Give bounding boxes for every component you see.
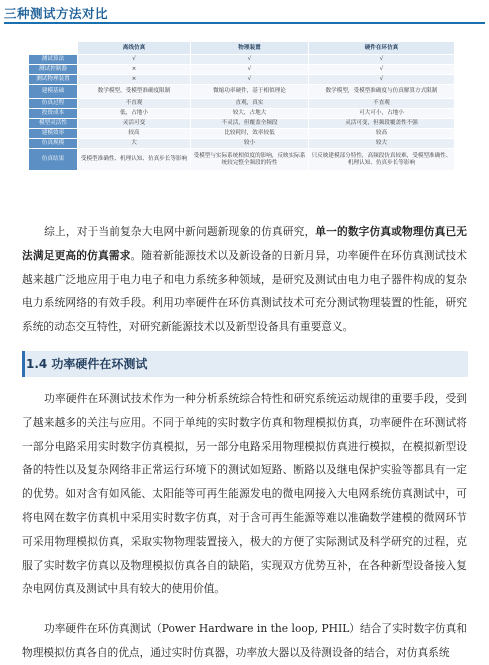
table-cell: √ bbox=[309, 75, 455, 85]
title-divider bbox=[4, 22, 485, 24]
table-cell: √ bbox=[191, 65, 309, 75]
table-cell: 不灵活，但覆盖全频段 bbox=[191, 119, 309, 129]
row-header: 仿真规模 bbox=[29, 139, 78, 149]
table-cell: √ bbox=[191, 55, 309, 65]
table-cell: × bbox=[78, 65, 191, 75]
table-row bbox=[29, 109, 455, 119]
table-row bbox=[29, 85, 455, 99]
table-cell: 受模型准确性、机理认知、仿真步长等影响 bbox=[78, 149, 191, 171]
page-title: 三种测试方法对比 bbox=[4, 6, 109, 21]
table-row bbox=[29, 75, 455, 85]
row-header: 测试物理装置 bbox=[29, 75, 78, 85]
column-header: 硬件在环仿真 bbox=[309, 42, 455, 55]
row-header: 测试控制器 bbox=[29, 65, 78, 75]
table-cell: 比较耗时，效率较低 bbox=[191, 129, 309, 139]
table-cell: 灵活可变 bbox=[78, 119, 191, 129]
paragraph-phil-definition: 功率硬件在环仿真测试（Power Hardware in the loop, PHIL）结合了实时数字仿真和物理模拟仿真各自的优点，通过实时仿真器，功率放大器以及待测设备的结合，对仿真系统 bbox=[22, 622, 467, 659]
table-corner bbox=[29, 42, 78, 55]
table-cell: 直观，真实 bbox=[191, 99, 309, 109]
table-cell: 不直观 bbox=[309, 99, 455, 109]
table-cell: 受模型与实际系统相似度的影响，反映实际系统较完整全频段的特性 bbox=[191, 149, 309, 171]
table-header-row bbox=[29, 42, 455, 55]
table-cell: 只反映建模部分特性，高频段仿真较难，受模型准确性、机理认知、仿真步长等影响 bbox=[309, 149, 455, 171]
table-cell: × bbox=[78, 75, 191, 85]
table-cell: 数学模型，受模型准确度限制 bbox=[78, 85, 191, 99]
row-header: 仿真结果 bbox=[29, 149, 78, 171]
table-cell: 大 bbox=[78, 139, 191, 149]
table-cell: 较小 bbox=[191, 139, 309, 149]
row-header: 投资成本 bbox=[29, 109, 78, 119]
table-cell: √ bbox=[309, 55, 455, 65]
table-cell: 较大，占地大 bbox=[191, 109, 309, 119]
table-cell: 微缩功率硬件，基于相似理论 bbox=[191, 85, 309, 99]
table-cell: √ bbox=[191, 75, 309, 85]
paragraph-summary: 综上，对于当前复杂大电网中新问题新现象的仿真研究，单一的数字仿真或物理仿真已无法满足更高的仿真需求。随着新能源技术以及新设备的日新月异，功率硬件在环仿真测试技术越来越广泛地应用于电力电子和电力系统多种领域，是研究及测试由电力电子器件构成的复杂电力系统网络的有效手段。利用功率硬件在环仿真测试技术可充分测试物理装置的性能，研究系统的动态交互特性，对研究新能源技术以及新型设备具有重要意义。 bbox=[22, 225, 467, 334]
table-row bbox=[29, 65, 455, 75]
paragraph-phil-intro: 功率硬件在环测试技术作为一种分析系统综合特性和研究系统运动规律的重要手段，受到了越来越多的关注与应用。不同于单纯的实时数字仿真和物理模拟仿真，功率硬件在环测试将一部分电路采用实时数字仿真模拟，另一部分电路采用物理模拟仿真进行模拟，在模拟新型设备的特性以及复杂网络非正常运行环境下的测试如短路、断路以及继电保护实验等都具有一定的优势。如对含有如风能、太阳能等可再生能源发电的微电网接入大电网系统仿真测试中，可将电网在数字仿真机中采用实时数字仿真，对于含可再生能源等难以准确数学建模的微网环节可采用物理模拟仿真，采取实物物理装置接入，极大的方便了实际测试及科学研究的过程，克服了实时数字仿真以及物理模拟仿真各自的缺陷，实现双方优势互补，在各种新型设备接入复杂电网仿真及测试中具有较大的使用价值。 bbox=[22, 392, 467, 596]
table-row bbox=[29, 149, 455, 171]
comparison-table bbox=[28, 41, 455, 171]
row-header: 建模效率 bbox=[29, 129, 78, 139]
table-cell: √ bbox=[78, 55, 191, 65]
row-header: 建模基础 bbox=[29, 85, 78, 99]
table-cell: 不直观 bbox=[78, 99, 191, 109]
table-row bbox=[29, 99, 455, 109]
column-header: 物理装置 bbox=[191, 42, 309, 55]
table-row bbox=[29, 129, 455, 139]
table-cell: √ bbox=[309, 65, 455, 75]
table-cell: 灵活可变，但频段覆盖性不强 bbox=[309, 119, 455, 129]
row-header: 测试算法 bbox=[29, 55, 78, 65]
row-header: 模型灵活性 bbox=[29, 119, 78, 129]
table-row bbox=[29, 55, 455, 65]
table-cell: 较高 bbox=[309, 129, 455, 139]
table-cell: 低，占地小 bbox=[78, 109, 191, 119]
row-header: 仿真过程 bbox=[29, 99, 78, 109]
table-row bbox=[29, 139, 455, 149]
column-header: 离线仿真 bbox=[78, 42, 191, 55]
table-cell: 可大可小，占地小 bbox=[309, 109, 455, 119]
section-heading: 1.4 功率硬件在环测试 bbox=[26, 357, 148, 371]
table-cell: 数学模型，受模型准确度与仿真解算方式限制 bbox=[309, 85, 455, 99]
table-cell: 较大 bbox=[309, 139, 455, 149]
table-row bbox=[29, 119, 455, 129]
table-cell: 较高 bbox=[78, 129, 191, 139]
